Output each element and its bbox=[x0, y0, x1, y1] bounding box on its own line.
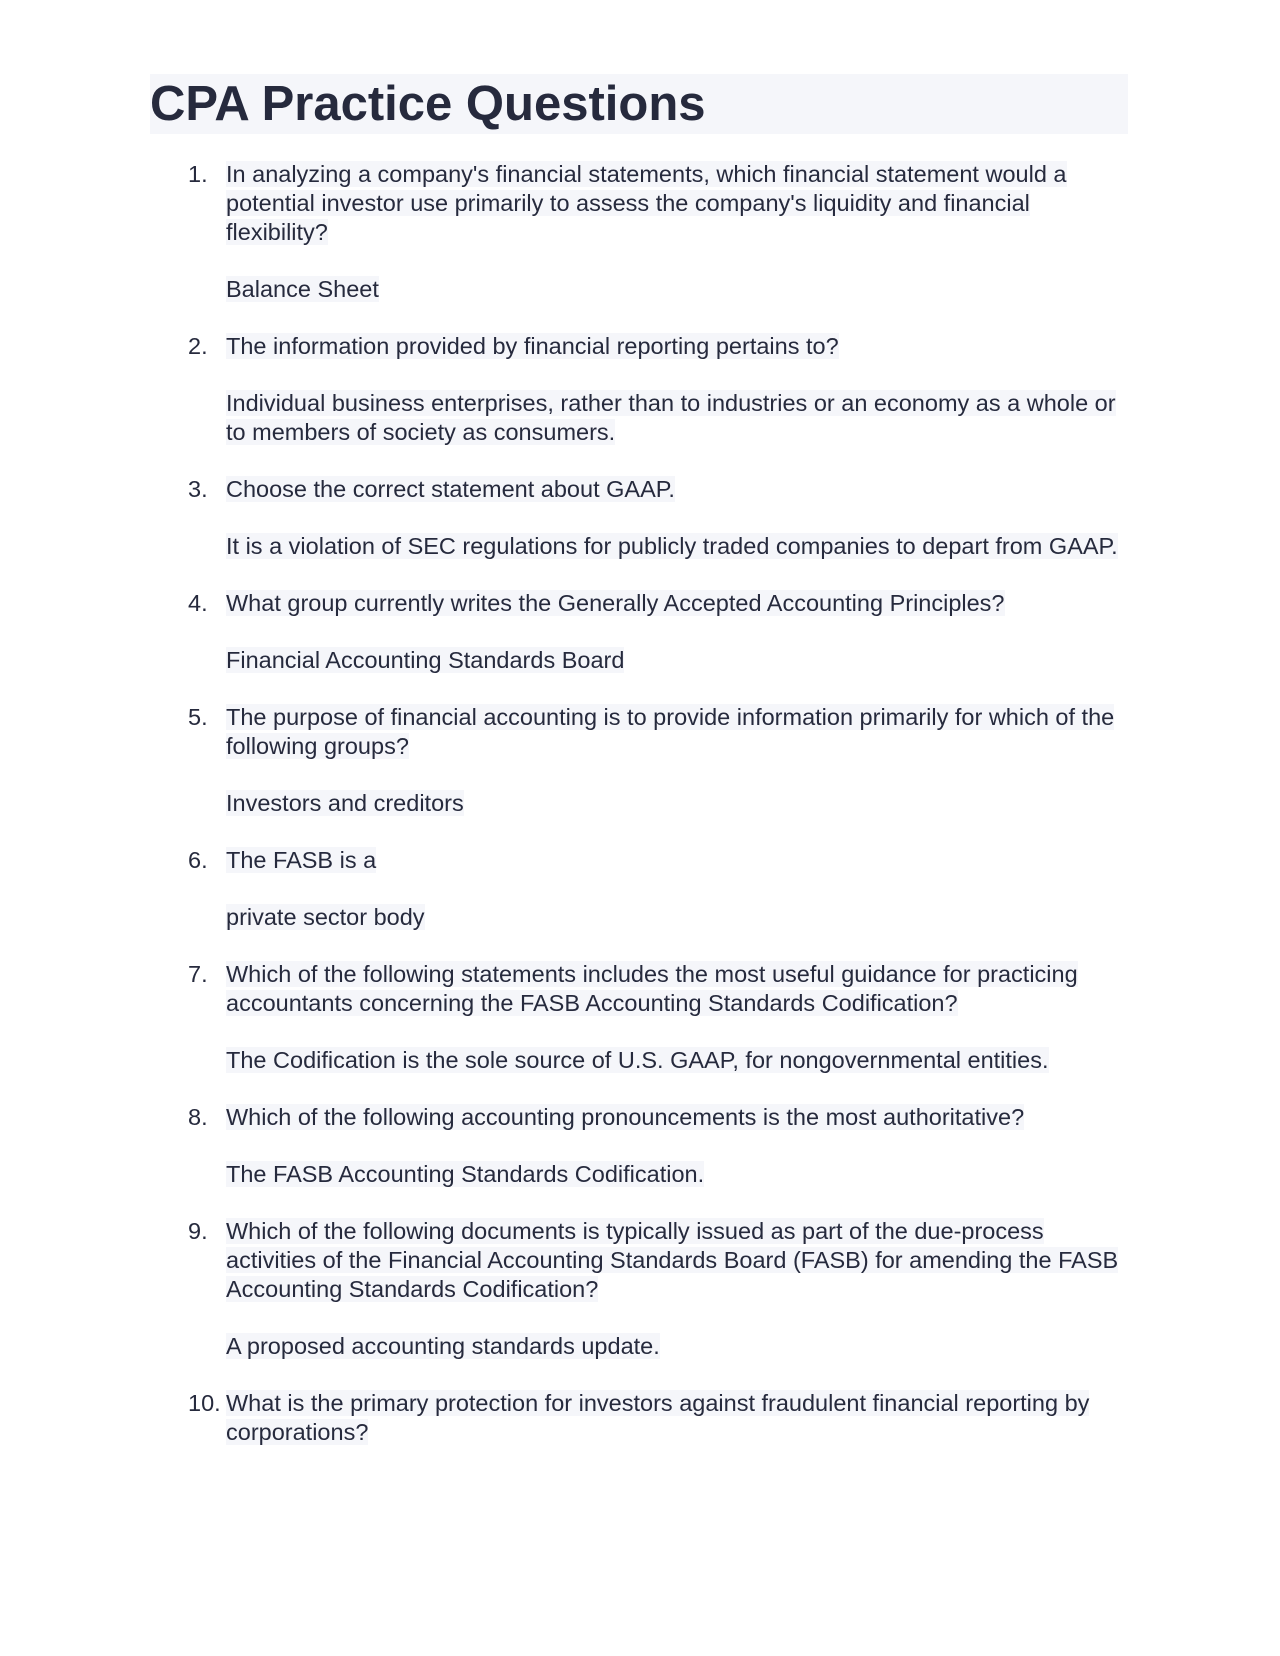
question-item-5 bbox=[150, 703, 1128, 818]
question-item-1 bbox=[150, 160, 1128, 304]
question-number: 4. bbox=[188, 590, 208, 616]
page-title: CPA Practice Questions bbox=[150, 77, 706, 131]
answer-text: Financial Accounting Standards Board bbox=[226, 647, 625, 673]
question-number: 6. bbox=[188, 847, 208, 873]
answer-text: Balance Sheet bbox=[226, 276, 379, 302]
title-block bbox=[150, 74, 1128, 134]
question-text: In analyzing a company's financial statements, which financial statement would a potential investor use primarily to assess the company's liquidity and financial flexibility? bbox=[226, 161, 1067, 245]
question-number: 2. bbox=[188, 333, 208, 359]
answer-text: A proposed accounting standards update. bbox=[226, 1333, 660, 1359]
answer-text: It is a violation of SEC regulations for publicly traded companies to depart from GAAP. bbox=[226, 533, 1118, 559]
question-number: 8. bbox=[188, 1104, 208, 1130]
question-item-4 bbox=[150, 589, 1128, 675]
question-text: The information provided by financial reporting pertains to? bbox=[226, 333, 839, 359]
answer-text: Individual business enterprises, rather than to industries or an economy as a whole or to members of society as consumers. bbox=[226, 390, 1116, 445]
question-item-10 bbox=[150, 1389, 1128, 1447]
question-item-8 bbox=[150, 1103, 1128, 1189]
question-item-7 bbox=[150, 960, 1128, 1075]
question-list bbox=[150, 160, 1128, 1447]
document-page bbox=[150, 74, 1128, 1475]
question-text: Choose the correct statement about GAAP. bbox=[226, 476, 675, 502]
question-number: 9. bbox=[188, 1218, 208, 1244]
question-item-6 bbox=[150, 846, 1128, 932]
question-text: Which of the following documents is typically issued as part of the due-process activities of the Financial Accounting Standards Board (FASB) for amending the FASB Accounting Standards Codification? bbox=[226, 1218, 1119, 1302]
question-number: 10. bbox=[188, 1390, 221, 1416]
answer-text: Investors and creditors bbox=[226, 790, 464, 816]
answer-text: The FASB Accounting Standards Codification. bbox=[226, 1161, 705, 1187]
question-text: What is the primary protection for investors against fraudulent financial reporting by corporations? bbox=[226, 1390, 1090, 1445]
question-number: 7. bbox=[188, 961, 208, 987]
answer-text: private sector body bbox=[226, 904, 425, 930]
question-number: 5. bbox=[188, 704, 208, 730]
question-text: What group currently writes the Generally Accepted Accounting Principles? bbox=[226, 590, 1005, 616]
answer-text: The Codification is the sole source of U.S. GAAP, for nongovernmental entities. bbox=[226, 1047, 1049, 1073]
question-item-2 bbox=[150, 332, 1128, 447]
question-item-9 bbox=[150, 1217, 1128, 1361]
question-number: 3. bbox=[188, 476, 208, 502]
question-text: The purpose of financial accounting is to provide information primarily for which of the following groups? bbox=[226, 704, 1115, 759]
question-text: Which of the following accounting pronouncements is the most authoritative? bbox=[226, 1104, 1025, 1130]
question-text: The FASB is a bbox=[226, 847, 377, 873]
question-item-3 bbox=[150, 475, 1128, 561]
question-text: Which of the following statements includes the most useful guidance for practicing accountants concerning the FASB Accounting Standards Codification? bbox=[226, 961, 1078, 1016]
question-number: 1. bbox=[188, 161, 208, 187]
